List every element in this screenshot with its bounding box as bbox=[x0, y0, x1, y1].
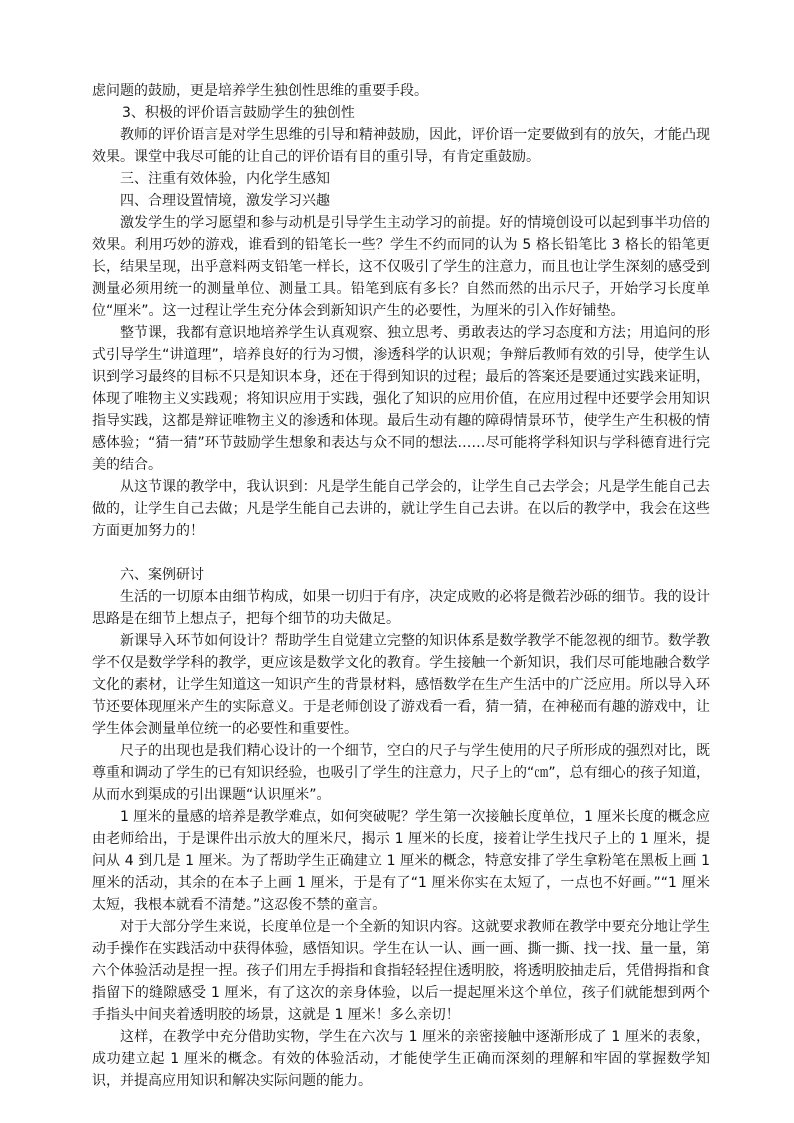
paragraph: 生活的一切原本由细节构成，如果一切归于有序，决定成败的必将是微若沙砾的细节。我的设计思路是在细节上想点子，把每个细节的功夫做足。 bbox=[92, 589, 710, 627]
paragraph: 激发学生的学习愿望和参与动机是引导学生主动学习的前提。好的情境创设可以起到事半功倍的效果。利用巧妙的游戏，谁看到的铅笔长一些？学生不约而同的认为 5 格长铅笔比 3 格长的铅笔更长，结果呈现，出乎意料两支铅笔一样长，这不仅吸引了学生的注意力，而且也让学生深刻的感受到测量必须用统一的测量单位、测量工具。铅笔到底有多长？自然而然的出示尺子，开始学习长度单位“厘米”。这一过程让学生充分体会到新知识产生的必要性，为厘米的引入作好铺垫。 bbox=[92, 215, 710, 319]
paragraph: 对于大部分学生来说，长度单位是一个全新的知识内容。这就要求教师在教学中要充分地让学生动手操作在实践活动中获得体验，感悟知识。学生在认一认、画一画、撕一撕、找一找、量一量，第六个体验活动是捏一捏。孩子们用左手拇指和食指轻轻捏住透明胶，将透明胶抽走后，凭借拇指和食指留下的缝隙感受 1 厘米，有了这次的亲身体验，以后一提起厘米这个单位，孩子们就能想到两个手指头中间夹着透明胶的场景，这就是 1 厘米！多么亲切！ bbox=[92, 919, 710, 1023]
blank-line bbox=[92, 542, 710, 564]
paragraph: 整节课，我都有意识地培养学生认真观察、独立思考、勇敢表达的学习态度和方法；用追问的形式引导学生“讲道理”，培养良好的行为习惯，渗透科学的认识观；争辩后教师有效的引导，使学生认识到学习最终的目标不只是知识本身，还在于得到知识的过程；最后的答案还是要通过实践来证明，体现了唯物主义实践观；将知识应用于实践，强化了知识的应用价值，在应用过程中还要学会用知识指导实践，这都是辩证唯物主义的渗透和体现。最后生动有趣的障碍情景环节，使学生产生积极的情感体验；“猜一猜”环节鼓励学生想象和表达与众不同的想法……尽可能将学科知识与学科德育进行完美的结合。 bbox=[92, 325, 710, 473]
paragraph: 从这节课的教学中，我认识到：凡是学生能自己学会的，让学生自己去学会；凡是学生能自己去做的，让学生自己去做；凡是学生能自己去讲的，就让学生自己去讲。在以后的教学中，我会在这些方面更加努力的！ bbox=[92, 479, 710, 539]
section-heading: 3、积极的评价语言鼓励学生的独创性 bbox=[122, 105, 355, 121]
document-page bbox=[92, 80, 710, 1092]
section-heading: 三、注重有效体验，内化学生感知 bbox=[120, 171, 330, 187]
paragraph: 新课导入环节如何设计？帮助学生自觉建立完整的知识体系是数学教学不能忽视的细节。数学教学不仅是数学学科的教学，更应该是数学文化的教育。学生接触一个新知识，我们尽可能地融合数学文化的素材，让学生知道这一知识产生的背景材料，感悟数学在生产生活中的广泛应用。所以导入环节还要体现厘米产生的实际意义。于是老师创设了游戏看一看，猜一猜，在神秘而有趣的游戏中，让学生体会测量单位统一的必要性和重要性。 bbox=[92, 633, 710, 737]
paragraph: 这样，在教学中充分借助实物，学生在六次与 1 厘米的亲密接触中逐渐形成了 1 厘米的表象，成功建立起 1 厘米的概念。有效的体验活动，才能使学生正确而深刻的理解和牢固的掌握数学知识，并提高应用知识和解决实际问题的能力。 bbox=[92, 1029, 710, 1089]
section-heading: 四、合理设置情境，激发学习兴趣 bbox=[120, 193, 330, 209]
paragraph: 虑问题的鼓励，更是培养学生独创性思维的重要手段。 bbox=[92, 83, 428, 99]
paragraph: 教师的评价语言是对学生思维的引导和精神鼓励，因此，评价语一定要做到有的放矢，才能凸现效果。课堂中我尽可能的让自己的评价语有目的重引导，有肯定重鼓励。 bbox=[92, 127, 710, 165]
paragraph: 尺子的出现也是我们精心设计的一个细节，空白的尺子与学生使用的尺子所形成的强烈对比，既尊重和调动了学生的已有知识经验，也吸引了学生的注意力，尺子上的“㎝”，总有细心的孩子知道，从而水到渠成的引出课题“认识厘米”。 bbox=[92, 743, 710, 803]
paragraph: 1 厘米的量感的培养是教学难点，如何突破呢？学生第一次接触长度单位，1 厘米长度的概念应由老师给出，于是课件出示放大的厘米尺，揭示 1 厘米的长度，接着让学生找尺子上的 1 厘米，提问从 4 到几是 1 厘米。为了帮助学生正确建立 1 厘米的概念，特意安排了学生拿粉笔在黑板上画 1 厘米的活动，其余的在本子上画 1 厘米，于是有了“1 厘米你实在太短了，一点也不好画。”“1 厘米太短，我根本就看不清楚。”这忍俊不禁的童言。 bbox=[92, 809, 710, 913]
section-heading: 六、案例研讨 bbox=[120, 567, 204, 583]
